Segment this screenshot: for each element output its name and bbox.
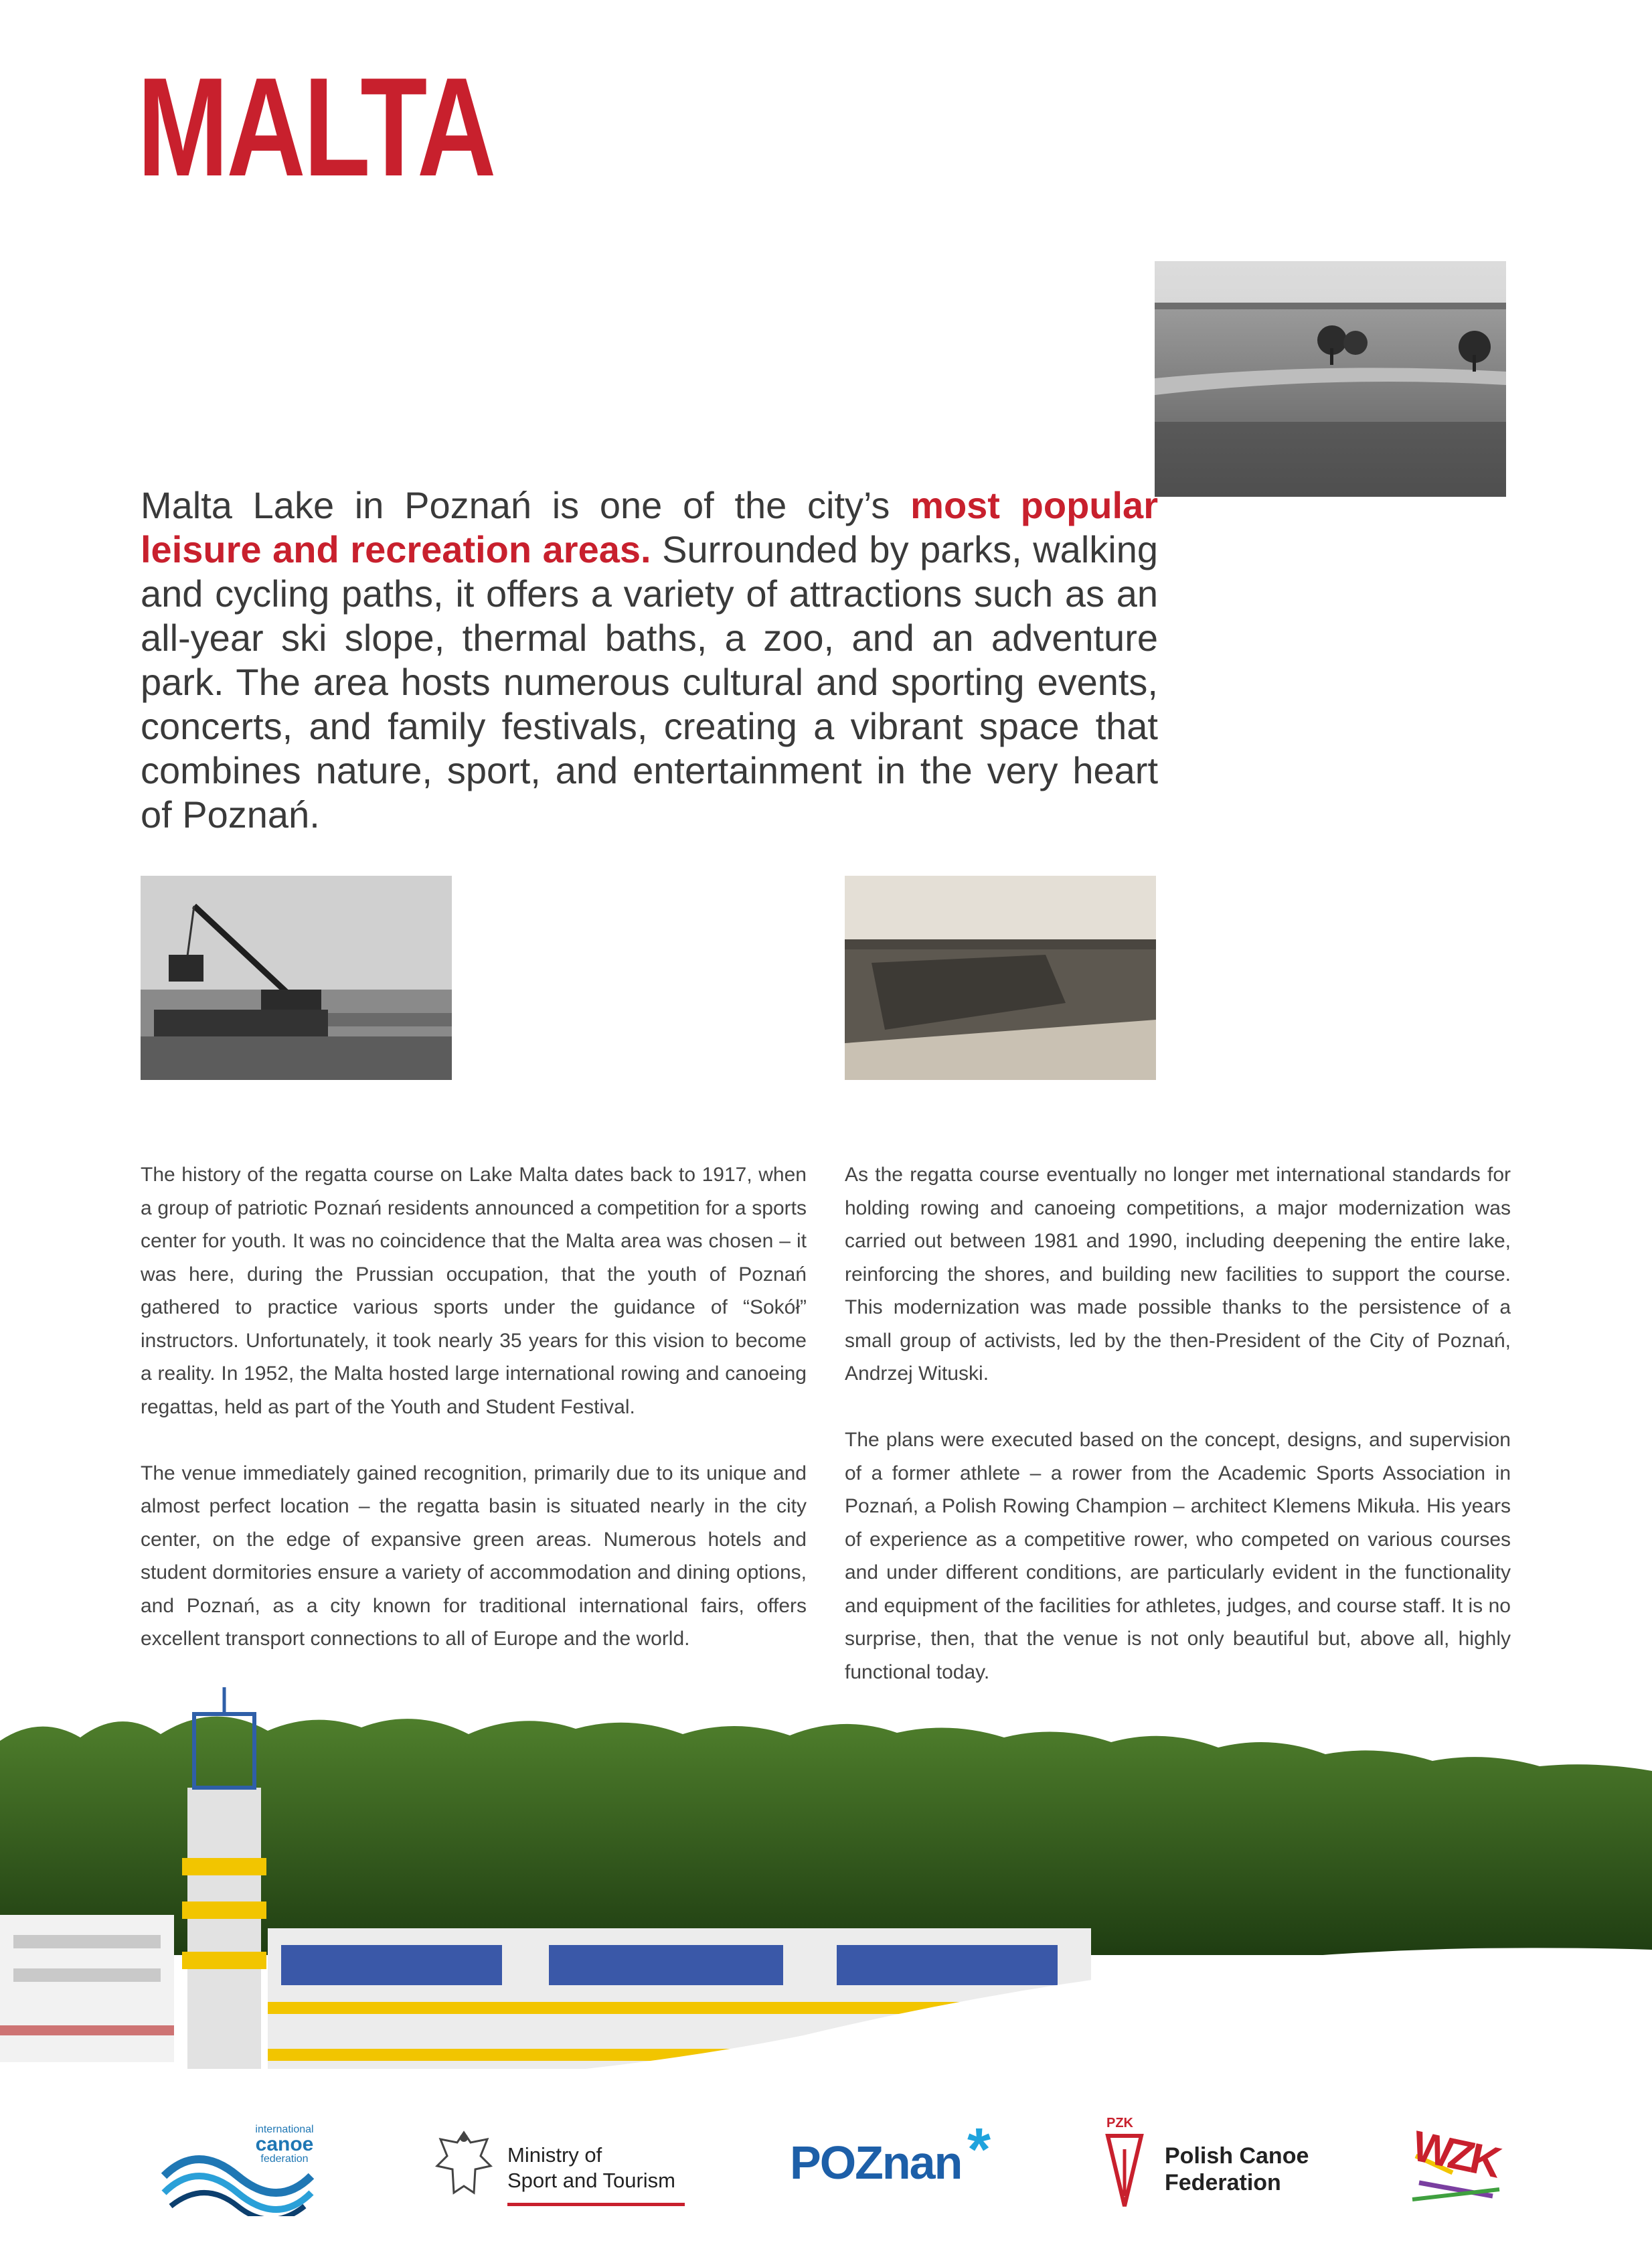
intro-highlight: most popular leisure and recreation areas. (141, 484, 1158, 570)
ministry-line2: Sport and Tourism (507, 2169, 675, 2192)
column-right (845, 1158, 1511, 1722)
photo-excavator-crane (141, 876, 452, 1080)
panorama-regatta-venue (0, 1687, 1652, 2096)
left-paragraph-2: The venue immediately gained recognition, primarily due to its unique and almost perfect location – the regatta basin is situated nearly in the city center, on the edge of expansive green areas. Numerous hotels and student dormitories ensure a variety of accommodation and dining options, and Poznań, as a city known for traditional international fairs, offers excellent transport connections to all of Europe and the world. (141, 1462, 807, 1650)
wzk-letters: WZK (1408, 2121, 1502, 2187)
ministry-line1: Ministry of (507, 2143, 602, 2167)
photo-historic-field (1155, 261, 1506, 497)
icf-line1: international (255, 2124, 314, 2135)
logo-pzk (1101, 2116, 1322, 2216)
logo-poznan (790, 2116, 1011, 2216)
photo-excavated-basin (845, 876, 1156, 1080)
intro-text-end: Surrounded by parks, walking and cycling paths, it offers a variety of attractions such as an all-year ski slope, thermal baths, a zoo, and an adventure park. The area hosts numerous cultural and sporting events, concerts, and family festivals, creating a vibrant space that combines nature, sport, and entertainment in the very heart of Poznań. (141, 528, 1159, 836)
poznan-star-icon: * (967, 2116, 991, 2183)
pzk-line2: Federation (1165, 2170, 1281, 2195)
page-title: MALTA (137, 48, 495, 206)
icf-line3: federation (260, 2153, 309, 2165)
logo-wzk (1406, 2116, 1506, 2216)
left-paragraph-1: The history of the regatta course on Lake Malta dates back to 1917, when a group of patriotic Poznań residents announced a competition for a sports center for youth. It was no coincidence that the Malta area was chosen – it was here, during the Prussian occupation, that the youth of Poznań gathered to practice various sports under the guidance of “Sokół” instructors. Unfortunately, it took nearly 35 years for this vision to become a reality. In 1952, the Malta hosted large international rowing and canoeing regattas, held as part of the Youth and Student Festival. (141, 1164, 807, 1418)
eagle-emblem-icon (434, 2126, 494, 2206)
right-paragraph-2: The plans were executed based on the concept, designs, and supervision of a former athlete – a rower from the Academic Sports Association in Poznań, a Polish Rowing Champion – architect Klemens Mikuła. His years of experience as a competitive rower, who competed on various courses and under different conditions, are particularly evident in the functionality and equipment of the facilities for athletes, judges, and course staff. It is no surprise, then, that the venue is not only beautiful but, above all, highly functional today. (845, 1429, 1511, 1683)
ministry-red-underline (507, 2203, 685, 2206)
pzk-badge-icon (1101, 2122, 1148, 2209)
column-left (141, 1158, 807, 1689)
pzk-badge-text: PZK (1106, 2116, 1133, 2130)
right-paragraph-1: As the regatta course eventually no longer met international standards for holding rowing and canoeing competitions, a major modernization was carried out between 1981 and 1990, including deepening the entire lake, reinforcing the shores, and building new facilities to support the course. This modernization was made possible thanks to the persistence of a small group of activists, led by the then-President of the City of Poznań, Andrzej Wituski. (845, 1164, 1511, 1385)
logo-ministry (434, 2116, 688, 2216)
pzk-line1: Polish Canoe (1165, 2143, 1309, 2169)
icf-line2: canoe (255, 2133, 314, 2155)
logo-icf (157, 2116, 318, 2216)
intro-paragraph (141, 483, 1158, 837)
intro-text-start: Malta Lake in Poznań is one of the city’s (141, 484, 911, 526)
poznan-wordmark: POZnan (790, 2137, 962, 2189)
